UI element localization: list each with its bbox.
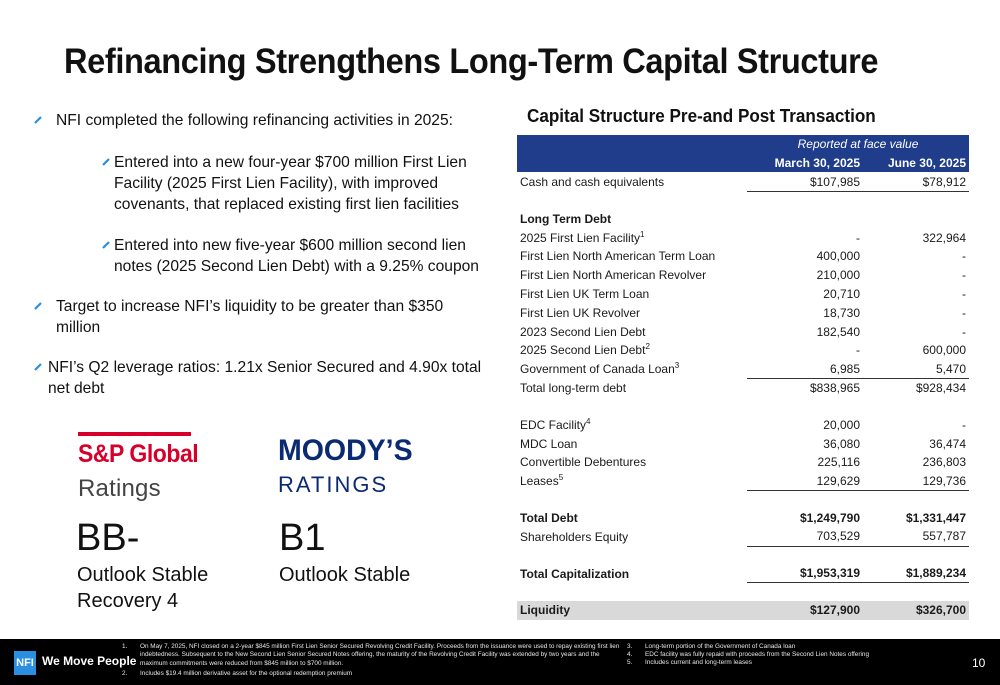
row-value: 36,474 xyxy=(929,436,966,451)
spacer-row xyxy=(517,491,969,509)
row-value: 129,629 xyxy=(747,472,863,491)
table-row xyxy=(517,434,969,453)
moodys-outlook: Outlook Stable xyxy=(279,564,411,586)
row-value: $78,912 xyxy=(863,173,969,192)
row-value: - xyxy=(962,249,966,264)
row-label: Leases$^5$ xyxy=(520,473,564,489)
header-blank-cell xyxy=(517,135,747,154)
bullet-item xyxy=(34,357,484,399)
page-title: Refinancing Strengthens Long-Term Capital Structure xyxy=(64,42,879,81)
bullet-slash-icon xyxy=(34,363,42,371)
table-row xyxy=(517,285,969,304)
bullet-text: NFI’s Q2 leverage ratios: 1.21x Senior Secured and 4.90x total net debt xyxy=(48,359,482,397)
bullet-text: Entered into a new four-year $700 million First Lien Facility (2025 First Lien Facility), with improved covenants, that replaced existing first lien facilities xyxy=(114,154,467,213)
row-value: 129,736 xyxy=(863,472,969,491)
row-label: First Lien UK Revolver xyxy=(520,305,641,320)
row-value: - xyxy=(962,268,966,283)
footnote-number: 1. xyxy=(122,643,128,650)
table-row xyxy=(517,209,969,228)
footnote-text: On May 7, 2025, NFI closed on a 2-year $845 million First Lien Senior Secured Revolving Credit Facility. Proceeds from the issuance were used to repay existing first lien indebtedness. Subsequent to the New Second Lien Senior Secured Notes offering, the maturity of the Revolving Credit Facility was extended by two years and the maximum commitments were reduced from $845 million to $700 million. xyxy=(140,643,620,667)
row-label: Shareholders Equity xyxy=(520,529,629,544)
row-label: MDC Loan xyxy=(520,436,578,451)
row-value: $1,953,319 xyxy=(747,564,863,583)
row-value: 36,080 xyxy=(823,436,860,451)
section-label: Long Term Debt xyxy=(520,211,612,226)
bullet-slash-icon xyxy=(102,241,110,249)
bullet-text: Entered into new five-year $600 million second lien notes (2025 Second Lien Debt) with a 9.25% coupon xyxy=(114,237,479,275)
row-value: $838,965 xyxy=(809,381,860,396)
table-row xyxy=(517,322,969,341)
table-row xyxy=(517,564,969,583)
row-label: Liquidity xyxy=(517,601,747,620)
table-row xyxy=(517,453,969,472)
moodys-logo-name: MOODY’S xyxy=(278,434,413,467)
bullet-item xyxy=(34,110,489,131)
bullet-item xyxy=(34,296,489,338)
table-row xyxy=(517,509,969,528)
spacer-row xyxy=(517,583,969,601)
row-value: 5,470 xyxy=(863,360,969,379)
footnote-text: Long-term portion of the Government of Canada loan xyxy=(645,643,796,650)
sp-global-logo xyxy=(78,432,209,503)
footnote-number: 2. xyxy=(122,670,128,677)
table-row-liquidity xyxy=(517,601,969,620)
table-row xyxy=(517,341,969,360)
table-header-row xyxy=(517,154,969,173)
row-value: - xyxy=(962,305,966,320)
row-value: 703,529 xyxy=(747,527,863,546)
footnote-text: Includes current and long-term leases xyxy=(645,659,752,666)
row-value: - xyxy=(856,343,860,358)
row-label: Government of Canada Loan$^3$ xyxy=(520,361,680,377)
row-value: $1,331,447 xyxy=(905,510,966,525)
row-value: $127,900 xyxy=(747,601,863,620)
row-value: 6,985 xyxy=(747,360,863,379)
spacer-row xyxy=(517,546,969,564)
sp-recovery: Recovery 4 xyxy=(77,590,179,612)
row-value: - xyxy=(962,324,966,339)
row-value: 322,964 xyxy=(922,230,966,245)
footnote-number: 5. xyxy=(627,659,633,666)
row-label: First Lien North American Revolver xyxy=(520,268,707,283)
bullet-list xyxy=(34,110,489,419)
row-value: 18,730 xyxy=(823,305,860,320)
sp-logo-bar xyxy=(78,432,191,436)
row-label: Total Capitalization xyxy=(520,566,630,581)
row-value: - xyxy=(962,286,966,301)
footnote-number: 4. xyxy=(627,651,633,658)
row-label: Total Debt xyxy=(520,510,578,525)
table-row xyxy=(517,247,969,266)
spacer-row xyxy=(517,191,969,209)
table-row xyxy=(517,303,969,322)
row-value: $107,985 xyxy=(747,173,863,192)
bullet-item xyxy=(34,152,489,215)
footnote-number: 3. xyxy=(627,643,633,650)
column-header-june: June 30, 2025 xyxy=(863,154,969,173)
spacer-row xyxy=(517,397,969,415)
footnote xyxy=(122,643,622,668)
row-label: Total long-term debt xyxy=(520,380,627,395)
bullet-item xyxy=(34,235,489,277)
moodys-logo xyxy=(278,434,420,498)
table-header-row xyxy=(517,135,969,154)
bullet-slash-icon xyxy=(102,158,110,166)
header-note: Reported at face value xyxy=(747,135,969,154)
row-value: 20,000 xyxy=(823,417,860,432)
moodys-logo-sub: RATINGS xyxy=(278,472,389,497)
table-row xyxy=(517,472,969,491)
row-value: - xyxy=(856,230,860,245)
row-value: 557,787 xyxy=(863,527,969,546)
row-value: 600,000 xyxy=(922,343,966,358)
sp-rating: BB- xyxy=(76,517,140,559)
row-value: $326,700 xyxy=(863,601,969,620)
table-row xyxy=(517,415,969,434)
nfi-logo: NFI xyxy=(14,651,36,675)
table-row xyxy=(517,173,969,192)
row-label: Convertible Debentures xyxy=(520,455,647,470)
row-value: 400,000 xyxy=(816,249,860,264)
sp-logo-name: S&P Global xyxy=(78,440,199,468)
footnote xyxy=(627,659,957,667)
row-value: 236,803 xyxy=(922,455,966,470)
row-value: $1,889,234 xyxy=(863,564,969,583)
tagline: We Move People xyxy=(42,654,137,668)
bullet-text: Target to increase NFI’s liquidity to be greater than $350 million xyxy=(56,298,444,336)
row-value: 20,710 xyxy=(823,286,860,301)
sp-outlook: Outlook Stable xyxy=(77,564,209,586)
row-value: $1,249,790 xyxy=(799,510,860,525)
sp-logo-sub: Ratings xyxy=(78,475,161,502)
row-label: 2025 Second Lien Debt$^2$ xyxy=(520,342,650,358)
row-label: Cash and cash equivalents xyxy=(520,175,665,190)
column-header-march: March 30, 2025 xyxy=(747,154,863,173)
footnote-text: EDC facility was fully repaid with proceeds from the Second Lien Notes offering xyxy=(645,651,870,658)
footnote xyxy=(122,670,622,678)
footer-bar xyxy=(0,639,1000,685)
bullet-slash-icon xyxy=(34,302,42,310)
table-row xyxy=(517,379,969,398)
row-value: 225,116 xyxy=(817,455,860,470)
table-row xyxy=(517,266,969,285)
bullet-text: NFI completed the following refinancing activities in 2025: xyxy=(56,112,453,129)
page-number: 10 xyxy=(972,656,986,670)
row-value: 210,000 xyxy=(816,268,860,283)
row-label: 2023 Second Lien Debt xyxy=(520,324,646,339)
table-row xyxy=(517,360,969,379)
row-label: 2025 First Lien Facility$^1$ xyxy=(520,229,645,245)
footnote-text: Includes $19.4 million derivative asset for the optional redemption premium xyxy=(140,670,353,677)
table-row xyxy=(517,527,969,546)
row-label: First Lien UK Term Loan xyxy=(520,286,650,301)
table-row xyxy=(517,228,969,247)
row-label: EDC Facility$^4$ xyxy=(520,416,591,432)
bullet-slash-icon xyxy=(34,116,42,124)
row-value: - xyxy=(962,417,966,432)
capital-structure-table xyxy=(517,135,969,620)
row-label: First Lien North American Term Loan xyxy=(520,249,716,264)
moodys-rating: B1 xyxy=(279,517,326,559)
header-blank-cell xyxy=(517,154,747,173)
row-value: $928,434 xyxy=(915,381,966,396)
capital-structure-title: Capital Structure Pre-and Post Transaction xyxy=(527,106,876,126)
row-value: 182,540 xyxy=(816,324,860,339)
